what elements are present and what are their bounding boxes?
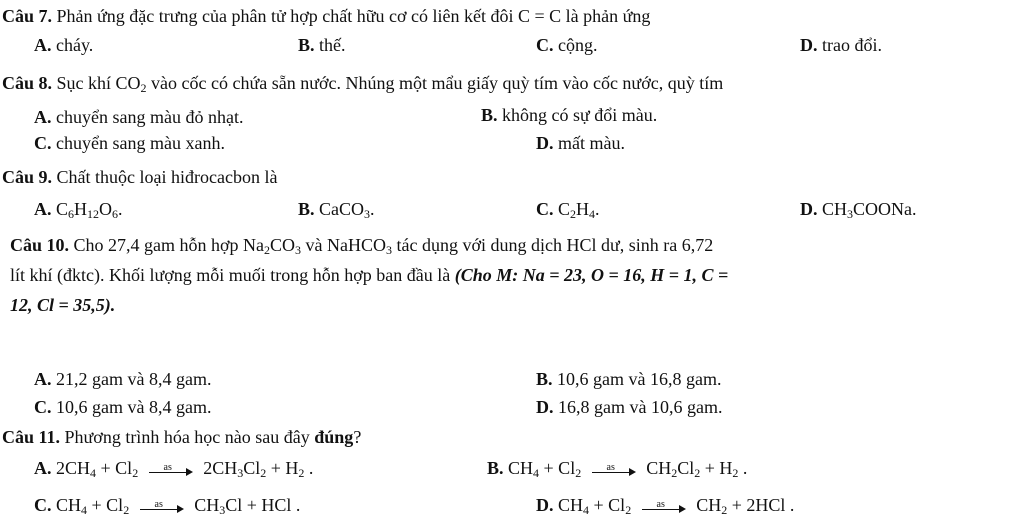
q7-option-d[interactable]: D. trao đổi.	[800, 35, 882, 55]
reaction-arrow-icon: as	[642, 500, 686, 514]
q7-option-b[interactable]: B. thế.	[298, 35, 346, 55]
q9-option-a[interactable]: A. $C_6H_{12}O_6$.	[34, 199, 123, 221]
q11-stem: Câu 11. Phương trình hóa học nào sau đây đúng?	[2, 427, 362, 447]
q7-stem	[2, 5, 650, 27]
q9-stem: Câu 9. Chất thuộc loại hiđrocacbon là	[2, 167, 278, 187]
reaction-arrow-icon: as	[140, 500, 184, 514]
q10-option-b[interactable]: B. 10,6 gam và 16,8 gam.	[536, 369, 722, 389]
q10-label: Câu 10.	[10, 235, 70, 255]
q11-option-a[interactable]: A. $2CH_4 + Cl_2$ as $2CH_3Cl_2 + H_2$ .	[34, 458, 314, 480]
q7-option-c[interactable]: C. cộng.	[536, 35, 598, 55]
q8-option-d[interactable]: D. mất màu.	[536, 133, 625, 153]
q10-option-c[interactable]: C. 10,6 gam và 8,4 gam.	[34, 397, 212, 417]
q9-option-c[interactable]: C. $C_2H_4$.	[536, 199, 600, 221]
q11-option-c[interactable]: C. $CH_4 + Cl_2$ as $CH_3Cl$ + HCl .	[34, 495, 301, 517]
q8-stem: Câu 8. Sục khí $CO_2$ vào cốc có chứa sẵn nước. Nhúng một mẩu giấy quỳ tím vào cốc nước, quỳ tím	[2, 73, 724, 95]
q8-option-b[interactable]: B. không có sự đổi màu.	[481, 105, 658, 125]
q8-option-a[interactable]: A. chuyển sang màu đỏ nhạt.	[34, 107, 244, 127]
q9-option-d[interactable]: D. $CH_3COONa$.	[800, 199, 917, 221]
q9-option-b[interactable]: B. CaCO$_3$.	[298, 199, 375, 221]
q11-option-b[interactable]: B. $CH_4 + Cl_2$ as $CH_2Cl_2 + H_2$ .	[487, 458, 748, 480]
q7-label: Câu 7.	[2, 6, 53, 26]
q10-option-d[interactable]: D. 16,8 gam và 10,6 gam.	[536, 397, 723, 417]
q11-label: Câu 11.	[2, 427, 61, 447]
q7-option-a[interactable]: A. cháy.	[34, 35, 94, 55]
q10-stem-line3: 12, Cl = 35,5).	[10, 295, 116, 315]
q10-stem-line2: lít khí (đktc). Khối lượng mỗi muối trong hỗn hợp ban đầu là (Cho M: Na = 23, O = 16, H = 1, C =	[10, 265, 729, 285]
q7-text: Phản ứng đặc trưng của phân tử hợp chất hữu cơ có liên kết đôi C = C là phản ứng	[56, 6, 651, 26]
q10-stem-line1: Câu 10. Cho 27,4 gam hỗn hợp $Na_2CO_3$ và NaHCO$_3$ tác dụng với dung dịch HCl dư, sinh ra 6,72	[10, 235, 714, 257]
reaction-arrow-icon: as	[149, 463, 193, 477]
q8-option-c[interactable]: C. chuyển sang màu xanh.	[34, 133, 225, 153]
q8-label: Câu 8.	[2, 73, 53, 93]
q11-option-d[interactable]: D. $CH_4 + Cl_2$ as $CH_2 + 2HCl$ .	[536, 495, 795, 517]
q9-label: Câu 9.	[2, 167, 53, 187]
reaction-arrow-icon: as	[592, 463, 636, 477]
q10-option-a[interactable]: A. 21,2 gam và 8,4 gam.	[34, 369, 212, 389]
